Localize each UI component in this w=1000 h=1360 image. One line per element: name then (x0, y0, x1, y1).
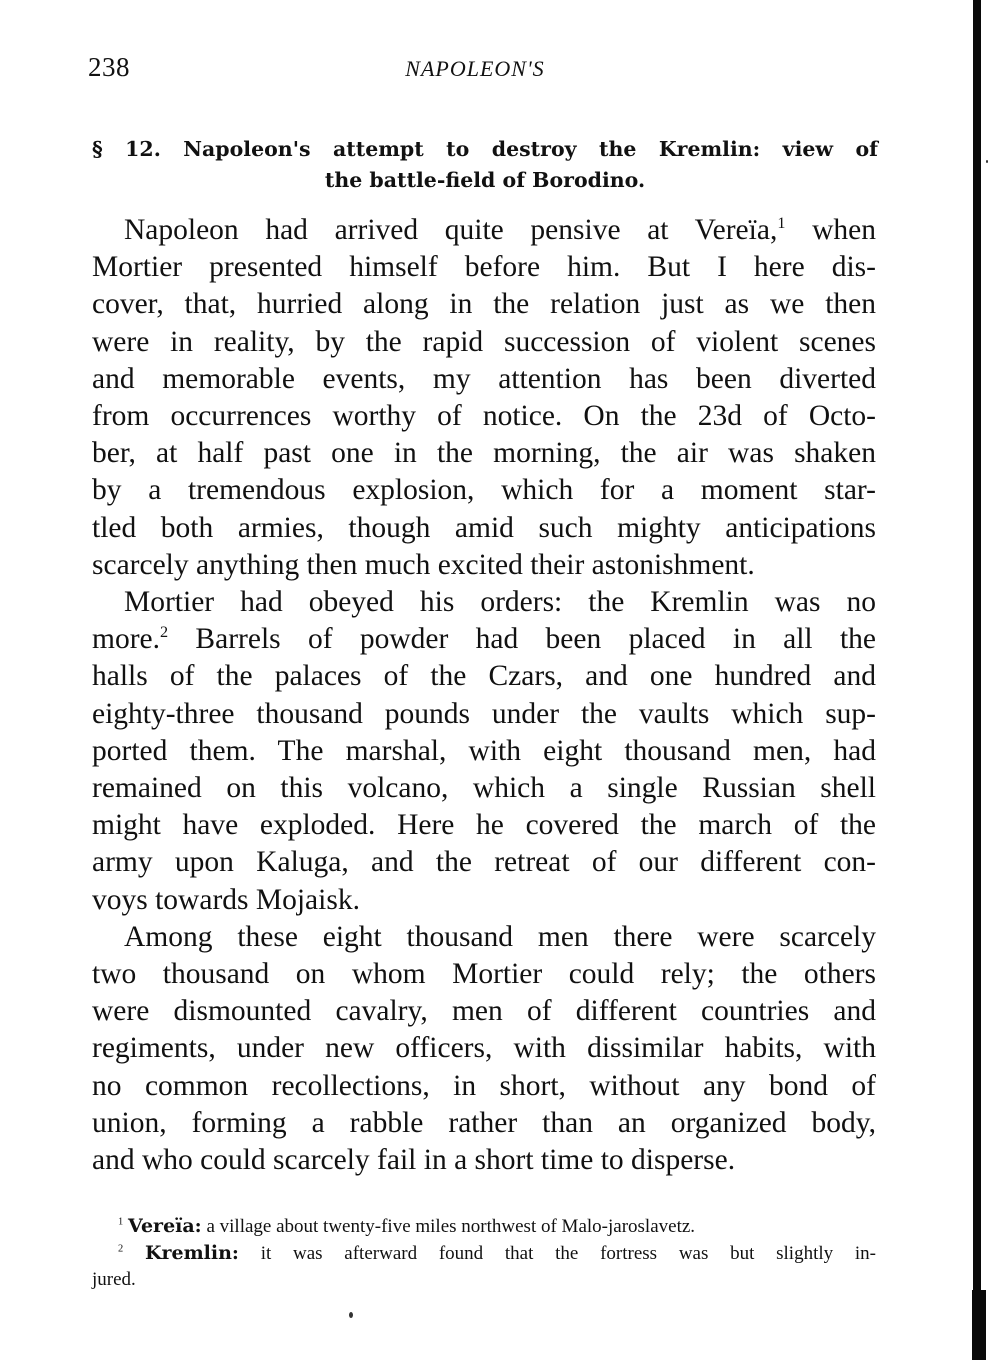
text-line: two thousand on whom Mortier could rely; the others (92, 958, 876, 991)
text-line: voys towards Mojaisk. (92, 883, 360, 916)
footnote-1 (92, 1213, 876, 1240)
text-line: might have exploded. Here he covered the march of the (92, 809, 876, 842)
text-line (92, 621, 876, 658)
text-line: no common recollections, in short, without any bond of (92, 1069, 876, 1102)
text-line: remained on this volcano, which a single Russian shell (92, 772, 876, 805)
text-fragment: more. (92, 623, 160, 656)
text-line: by a tremendous explosion, which for a moment star- (92, 474, 876, 507)
footnote-2-continuation: jured. (92, 1269, 136, 1290)
text-line: were in reality, by the rapid succession of violent scenes (92, 325, 876, 358)
text-line: and memorable events, my attention has been diverted (92, 362, 876, 395)
binding-gutter-blot (972, 1290, 986, 1360)
text-line: army upon Kaluga, and the retreat of our different con- (92, 846, 876, 879)
binding-gutter-line (973, 0, 981, 1360)
paragraph-3 (92, 919, 876, 1179)
footnote-number: 1 (118, 1216, 124, 1228)
text-line: from occurrences worthy of notice. On the 23d of Octo- (92, 400, 876, 433)
footnote-ref-2[interactable]: 2 (160, 623, 169, 642)
footnote-number: 2 (118, 1243, 124, 1255)
footnote-ref-1[interactable]: 1 (777, 214, 786, 233)
text-line: Mortier presented himself before him. But I here dis- (92, 251, 876, 284)
text-line: eighty-three thousand pounds under the vaults which sup- (92, 697, 876, 730)
text-fragment: Barrels of powder had been placed in all the (168, 623, 876, 656)
section-heading-line-1: § 12. Napoleon's attempt to destroy the Kremlin: view of (92, 137, 878, 161)
text-fragment: when (785, 214, 876, 246)
footnote-term: Kremlin: (144, 1242, 239, 1264)
section-heading (92, 134, 878, 196)
footnote-term: Vereïa: (127, 1215, 202, 1237)
footnotes (92, 1213, 876, 1293)
text-line: Mortier had obeyed his orders: the Kremlin was no (124, 586, 876, 619)
text-line: cover, that, hurried along in the relation just as we then (92, 288, 876, 321)
text-line: halls of the palaces of the Czars, and one hundred and (92, 660, 876, 693)
text-line: Among these eight thousand men there were scarcely (124, 920, 876, 953)
paragraph-1 (92, 212, 876, 584)
section-heading-line-2: the battle-field of Borodino. (324, 168, 646, 192)
footnote-2 (92, 1240, 876, 1267)
text-line: tled both armies, though amid such mighty anticipations (92, 511, 876, 544)
running-head: NAPOLEON'S (405, 56, 545, 81)
page-number: 238 (88, 52, 130, 82)
text-fragment: Napoleon had arrived quite pensive at Vereïa, (124, 214, 778, 246)
footnote-text: a village about twenty-five miles northwest of Malo-jaroslavetz. (201, 1216, 696, 1237)
scan-speck (986, 160, 988, 163)
text-line: scarcely anything then much excited their astonishment. (92, 548, 755, 581)
text-line: union, forming a rabble rather than an organized body, (92, 1106, 876, 1139)
text-line: were dismounted cavalry, men of different countries and (92, 995, 876, 1028)
text-line: regiments, under new officers, with dissimilar habits, with (92, 1032, 876, 1065)
text-line: and who could scarcely fail in a short time to disperse. (92, 1144, 736, 1177)
text-line: ber, at half past one in the morning, the air was shaken (92, 437, 876, 470)
body-text (92, 212, 876, 1179)
scan-speck (349, 1312, 353, 1318)
footnote-text: it was afterward found that the fortress was but slightly in- (238, 1243, 877, 1264)
text-line (92, 212, 876, 249)
text-line: ported them. The marshal, with eight thousand men, had (92, 734, 876, 767)
paragraph-2 (92, 584, 876, 919)
